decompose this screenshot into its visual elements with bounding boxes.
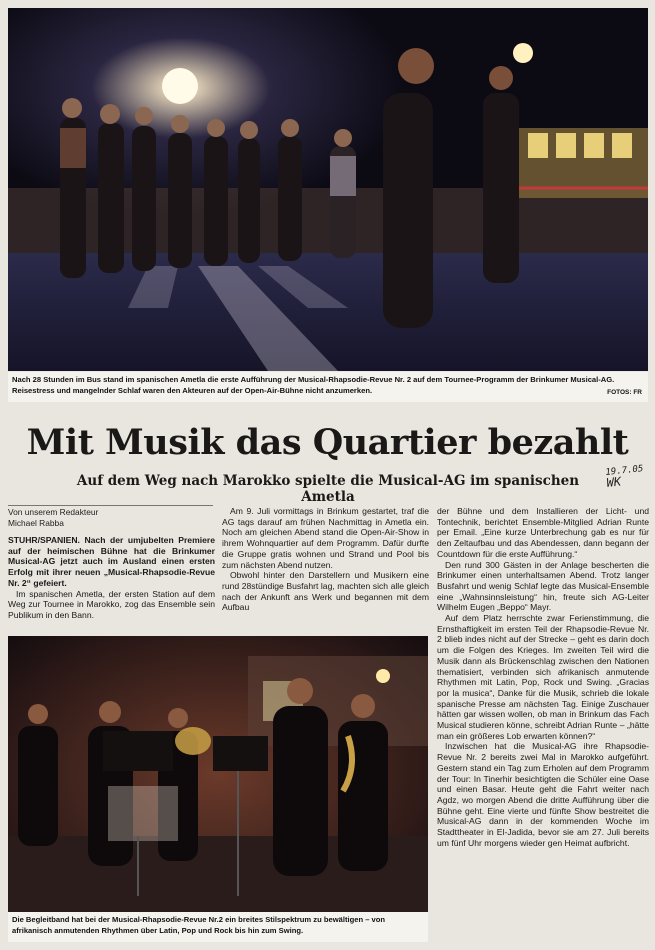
byline-author: Michael Rabba xyxy=(8,518,64,528)
article-lead: STUHR/SPANIEN. Nach der umjubelten Premiere auf der heimischen Bühne hat die Brinkumer Musical-AG jetzt auch im Ausland einen ersten Erfolg mit ihrer neuen „Musical-Rhapsodie-Revue Nr. 2“ gefeiert. xyxy=(8,535,215,588)
article-paragraph: Obwohl hinter den Darstellern und Musikern eine rund 28stündige Busfahrt lag, machten sich alle gleich nach der Ankunft ans Werk und begannen mit dem Aufbau xyxy=(222,570,429,613)
handnote-date: 19.7.05 xyxy=(605,464,644,478)
byline-role: Von unserem Redakteur xyxy=(8,507,99,517)
photo-caption-stage xyxy=(8,372,648,402)
article-column-1 xyxy=(8,535,215,621)
subheadline: Auf dem Weg nach Marokko spielte die Musical-AG im spanischen Ametla xyxy=(76,473,580,505)
handwritten-note xyxy=(605,464,645,488)
stage-photo-image xyxy=(8,8,648,371)
byline xyxy=(8,505,213,529)
article-paragraph: der Bühne und dem Installieren der Licht- und Tontechnik, berichtet Ensemble-Mitglied Adrian Runte per Email. „Eine kurze Unterbrechung gab es nur für den Zeltaufbau und das Abendessen, dann begann der Countdown für die erste Aufführung.“ xyxy=(437,506,649,559)
article-paragraph: Den rund 300 Gästen in der Anlage bescherten die Brinkumer einen unterhaltsamen Abend. Trotz langer Busfahrt und wenig Schlaf legte das Musical-Ensemble eine „Wahnsinnsleistung“ hin, freute sich AG-Leiter Wilhelm Eugen „Beppo“ Mayr. xyxy=(437,559,649,613)
article-paragraph: Im spanischen Ametla, der ersten Station auf dem Weg zur Tournee in Marokko, zog das Ensemble sein Publikum in den Bann. xyxy=(8,588,215,620)
band-photo-image xyxy=(8,636,428,912)
photo-credit: FOTOS: FR xyxy=(607,389,642,396)
article-column-3 xyxy=(437,506,649,849)
article-paragraph: Auf dem Platz herrschte zwar Ferienstimmung, die Ernsthaftigkeit im ersten Teil der Rhapsodie-Revue Nr. 2 blieb indes nicht auf der Strecke – geht es darin doch um die Folgen des Krieges. Im zweiten Teil wird die Musik dann als Brückenschlag zwischen den Nationen thematisiert, verbinden sich afrikanisch anmutende Rhythmen mit Latin, Pop, Rock und Swing. „Gracias por la musica“, Danke für die Musik, schrieb die lokale spanische Presse am nächsten Tag. Einige Zuschauer hätten gar wissen wollen, ob man in Brinkum das Fach Musical studieren könne, schreibt Adrian Runte – „hätte man ein größeres Lob erwarten können?“ xyxy=(437,613,649,741)
photo-caption-band xyxy=(8,912,428,942)
caption-text: Die Begleitband hat bei der Musical-Rhapsodie-Revue Nr.2 ein breites Stilspektrum zu bewältigen – von afrikanisch anmutenden Rhythmen über Latin, Pop und Rock bis hin zum Swing. xyxy=(12,915,386,935)
article-paragraph: Am 9. Juli vormittags in Brinkum gestartet, traf die AG tags darauf am frühen Nachmittag in Ametla ein. Noch am gleichen Abend stand die Open-Air-Show in ihrem Wohnquartier auf dem Programm. Dafür durfte die Gruppe gratis wohnen und Strand und Pool bis zum nächsten Abend nutzen. xyxy=(222,506,429,570)
handnote-initials: WK xyxy=(605,474,622,490)
stage-photo xyxy=(8,8,648,371)
caption-text: Nach 28 Stunden im Bus stand im spanischen Ametla die erste Aufführung der Musical-Rhapsodie-Revue Nr. 2 auf dem Tournee-Programm der Brinkumer Musical-AG. Reisestress und mangelnder Schlaf waren den Akteuren auf der Open-Air-Bühne nicht anzumerken. xyxy=(12,375,615,395)
headline: Mit Musik das Quartier bezahlt xyxy=(26,422,629,463)
article-paragraph: Inzwischen hat die Musical-AG ihre Rhapsodie-Revue Nr. 2 bereits zwei Mal in Marokko aufgeführt. Gestern stand ein Tag zum Erholen auf dem Programm der Tour: In Tinerhir besichtigten die Schüler eine Oase und einen Basar. Heute geht die Fahrt weiter nach Agdz, wo morgen Abend die dritte Aufführung über die Bühne geht. Eine vierte und fünfte Show bestreitet die Musical-AG dann in der kommenden Woche im Stadttheater in El-Jadida, bevor sie am 27. Juli bereits um fünf Uhr morgens wieder gen Heimat aufbricht. xyxy=(437,741,649,848)
band-photo xyxy=(8,636,428,912)
article-column-2 xyxy=(222,506,429,613)
